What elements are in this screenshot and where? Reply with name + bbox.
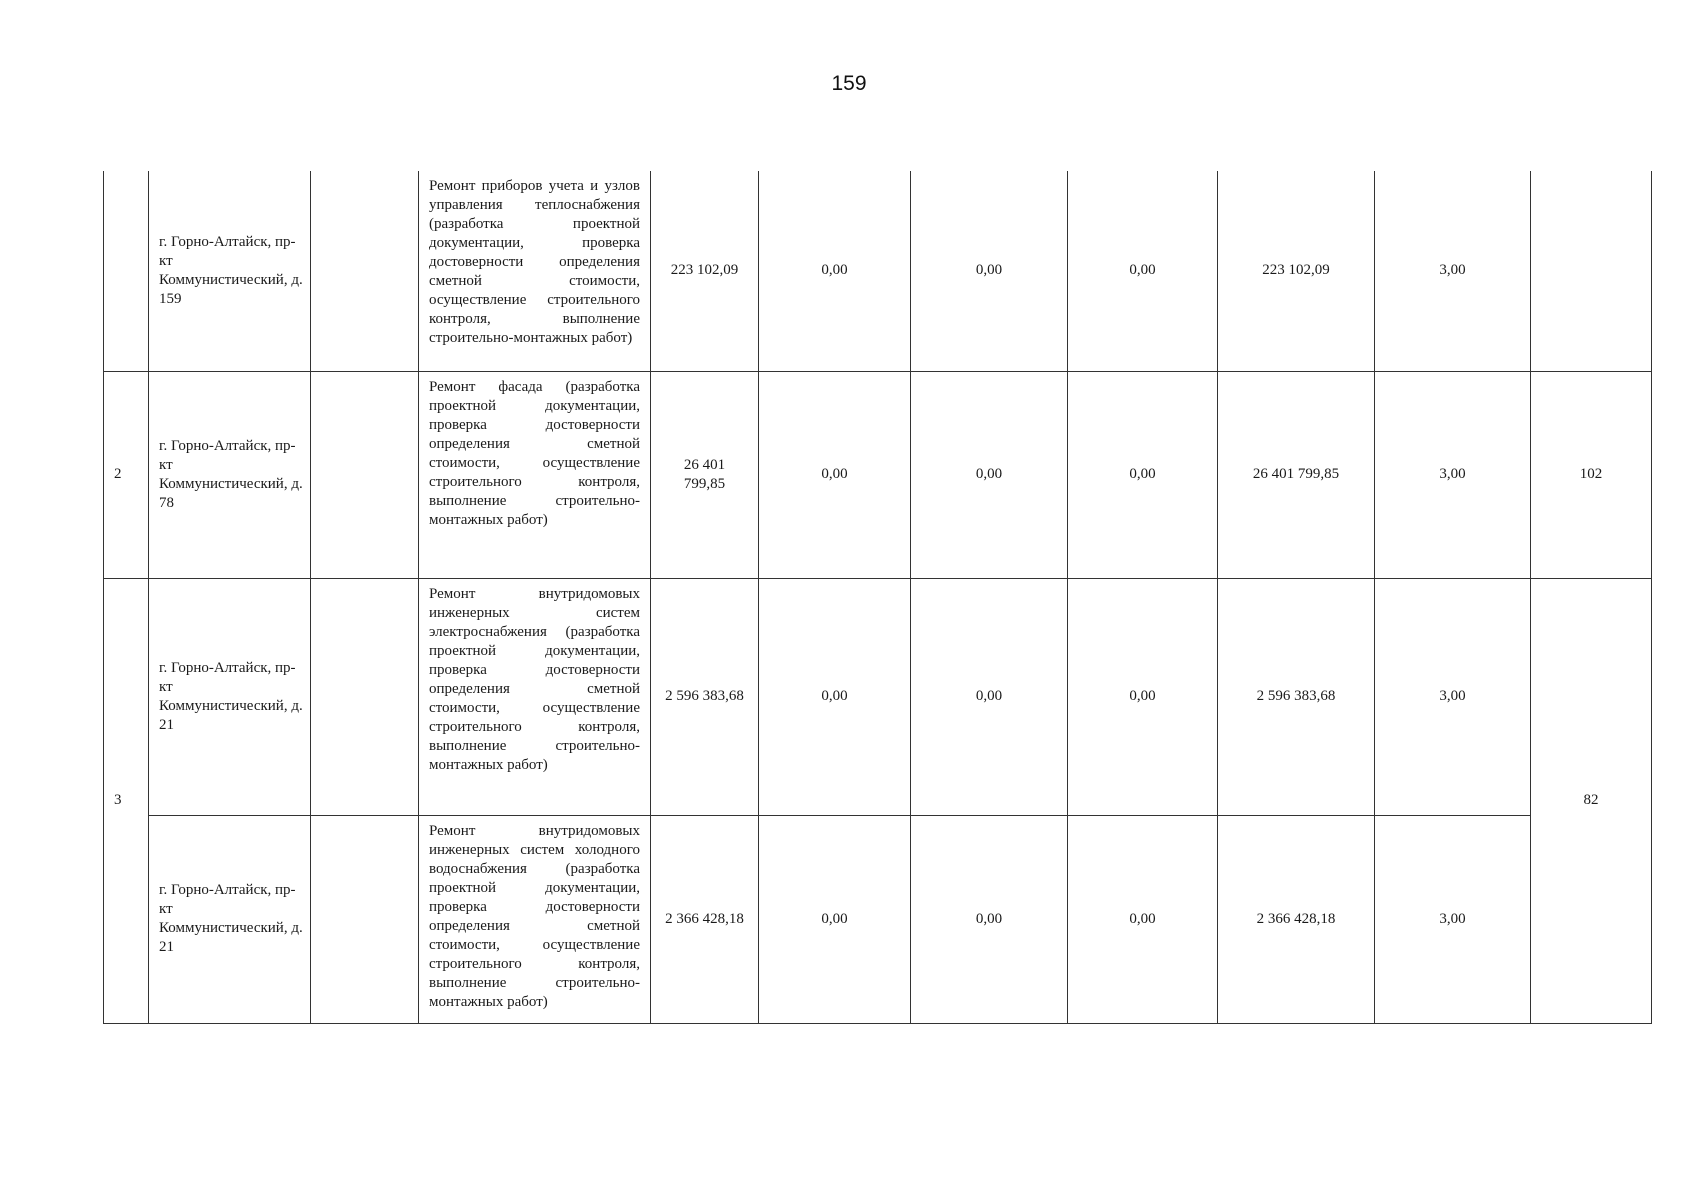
address-cell: г. Горно-Алтайск, пр-кт Коммунистический, д. 21 bbox=[149, 578, 311, 815]
extra-cell bbox=[311, 171, 419, 371]
work-type-cell: Ремонт внутридомовых инженерных систем электроснабжения (разработка проектной документации, проверка достоверности определения сметной стоимости, осуществление строительного контроля, выполнение строительно-монтажных работ) bbox=[419, 578, 651, 815]
table-row bbox=[104, 171, 1652, 371]
period-cell: 3,00 bbox=[1375, 815, 1531, 1023]
address-cell: г. Горно-Алтайск, пр-кт Коммунистический, д. 21 bbox=[149, 815, 311, 1023]
work-type-cell: Ремонт фасада (разработка проектной документации, проверка достоверности определения сметной стоимости, осуществление строительного контроля, выполнение строительно-монтажных работ) bbox=[419, 371, 651, 578]
regional-funds-cell: 0,00 bbox=[911, 578, 1068, 815]
period-cell: 3,00 bbox=[1375, 578, 1531, 815]
municipal-funds-cell: 0,00 bbox=[1068, 171, 1218, 371]
owners-funds-cell: 2 596 383,68 bbox=[1218, 578, 1375, 815]
owners-funds-cell: 2 366 428,18 bbox=[1218, 815, 1375, 1023]
table-row bbox=[104, 578, 1652, 815]
address-cell: г. Горно-Алтайск, пр-кт Коммунистический, д. 159 bbox=[149, 171, 311, 371]
federal-funds-cell: 0,00 bbox=[759, 171, 911, 371]
area-cell: 82 bbox=[1531, 578, 1652, 1023]
federal-funds-cell: 0,00 bbox=[759, 815, 911, 1023]
row-number-cell: 2 bbox=[104, 371, 149, 578]
total-cost-cell: 2 366 428,18 bbox=[651, 815, 759, 1023]
table-row bbox=[104, 371, 1652, 578]
total-cost-cell: 223 102,09 bbox=[651, 171, 759, 371]
regional-funds-cell: 0,00 bbox=[911, 171, 1068, 371]
owners-funds-cell: 26 401 799,85 bbox=[1218, 371, 1375, 578]
federal-funds-cell: 0,00 bbox=[759, 371, 911, 578]
extra-cell bbox=[311, 815, 419, 1023]
total-cost-cell: 2 596 383,68 bbox=[651, 578, 759, 815]
period-cell: 3,00 bbox=[1375, 171, 1531, 371]
address-cell: г. Горно-Алтайск, пр-кт Коммунистический, д. 78 bbox=[149, 371, 311, 578]
row-number-cell bbox=[104, 171, 149, 371]
extra-cell bbox=[311, 371, 419, 578]
area-cell: 102 bbox=[1531, 371, 1652, 578]
municipal-funds-cell: 0,00 bbox=[1068, 371, 1218, 578]
area-cell bbox=[1531, 171, 1652, 371]
table-row bbox=[104, 815, 1652, 1023]
row-number-cell: 3 bbox=[104, 578, 149, 1023]
period-cell: 3,00 bbox=[1375, 371, 1531, 578]
regional-funds-cell: 0,00 bbox=[911, 815, 1068, 1023]
work-type-cell: Ремонт приборов учета и узлов управления теплоснабжения (разработка проектной документации, проверка достоверности определения сметной стоимости, осуществление строительного контроля, выполнение строительно-монтажных работ) bbox=[419, 171, 651, 371]
federal-funds-cell: 0,00 bbox=[759, 578, 911, 815]
owners-funds-cell: 223 102,09 bbox=[1218, 171, 1375, 371]
work-type-cell: Ремонт внутридомовых инженерных систем холодного водоснабжения (разработка проектной документации, проверка достоверности определения сметной стоимости, осуществление строительного контроля, выполнение строительно-монтажных работ) bbox=[419, 815, 651, 1023]
regional-funds-cell: 0,00 bbox=[911, 371, 1068, 578]
municipal-funds-cell: 0,00 bbox=[1068, 815, 1218, 1023]
program-table bbox=[103, 171, 1652, 1024]
page-number: 159 bbox=[831, 72, 867, 95]
extra-cell bbox=[311, 578, 419, 815]
total-cost-cell: 26 401 799,85 bbox=[651, 371, 759, 578]
municipal-funds-cell: 0,00 bbox=[1068, 578, 1218, 815]
